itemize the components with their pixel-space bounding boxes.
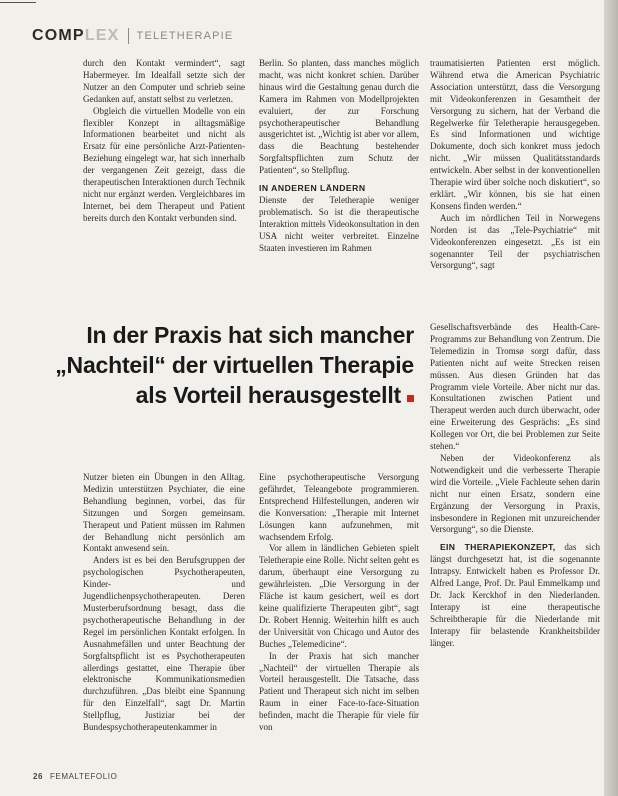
paragraph: Gesellschaftsverbände des Health-Care-Programms zur Behandlung von Zentrum. Die Telemedizin in Tromsø sorgt dafür, dass Patienten nicht auf weite Strecken reisen müssen. Aus diesen Gründen hat das Programm viele Vorteile. Aber nicht nur das. Konsultationen zwischen Patient und Therapeut werden auch durch überwacht, oder eine Erweiterung des Gesprächs: „Es sind Kollegen vor Ort, die bei Problemen zur Seite stehen.“ (430, 322, 600, 452)
pull-quote-line: In der Praxis hat sich mancher (86, 322, 414, 348)
paragraph-text: das sich längst durchgesetzt hat, ist die sogenannte Intrapsy. Entwickelt haben es Professor Dr. Alfred Lange, Prof. Dr. Paul Emmelkamp und Dr. Jack Kerckhof in den Niederlanden. Interapy ist eine therapeutische Schreibtherapie für die Niederlande mit Interapy für belastende Krankheitsbilder länger. (430, 542, 600, 648)
end-mark-icon (407, 395, 414, 402)
paragraph: Auch im nördlichen Teil in Norwegens Norden ist das „Tele-Psychiatrie“ mit Videokonferenzen eingesetzt. „Es ist ein sogenannter Teil der psychiatrischen Versorgung“, sagt (430, 212, 600, 271)
top-rule (0, 2, 36, 3)
paragraph: durch den Kontakt vermindert“, sagt Habermeyer. Im Idealfall setzte sich der Nutzer an den Computer und schrieb seine Gedanken auf, anstatt selbst zu verletzen. (83, 58, 245, 104)
paragraph: Neben der Videokonferenz als Notwendigkeit und die verbesserte Therapie wird die Vorteile. „Viele Fachleute sehen darin nicht nur einen Ersatz, sondern eine Ergänzung der Versorgung in Praxis, insbesondere in Regionen mit unzureichender Versorgung“, so die Dienste. (430, 452, 600, 535)
page-number: 26 (33, 772, 44, 781)
pull-quote-line: „Nachteil“ der virtuellen Therapie (55, 352, 414, 378)
header-divider (128, 28, 129, 44)
paragraph (430, 542, 600, 649)
paragraph: Eine psychotherapeutische Versorgung gefährdet, Teleangebote programmieren. Entsprechend Hilfestellungen, anderen wir die Konversation: „Therapie mit Internet Lösungen kann aufzunehmen, mit wachsendem Erfolg. (259, 472, 419, 542)
magazine-name: FEMALTEFOLIO (49, 772, 118, 781)
pull-quote-text: als Vorteil herausgestellt (135, 382, 401, 408)
section-label: TELETHERAPIE (136, 30, 234, 42)
paragraph: Obgleich die virtuellen Modelle von ein flexibler Konzept in alltagsmäßige Informationen bearbeitet und nicht als Ersatz für eine persönliche Arzt-Patienten-Beziehung eingelegt war, hat sich innerhalb der vergangenen Zeit gezeigt, dass die therapeutischen Interaktionen durch Technik nicht nur ergänzt werden. Vergleichbares im Internet, bei dem Therapeut und Patient bereits durch den Kontakt verbunden sind. (83, 105, 245, 223)
brand-light: LEX (84, 27, 120, 44)
column-1-top (83, 58, 245, 225)
page-footer (33, 772, 117, 781)
paragraph: Dienste der Teletherapie weniger problematisch. So ist die therapeutische Interaktion mittels Videokonsultation in den USA nicht weiter verbreitet. Einzelne Staaten investieren im Rahmen (259, 194, 419, 253)
paragraph: traumatisierten Patienten erst möglich. Während etwa die American Psychiatric Association unterstützt, dass die Versorgung mit Videokonferenzen in Gesamtheit der Versorgung zu sichern, hat der Verband die Regelwerke für Teletherapie herausgegeben. Es sind Informationen und wichtige Dokumente, doch sich konkret muss jedoch nicht. „Wir müssen Qualitätsstandards entwickeln. Aber selbst in der konventionellen Therapie wird über solche noch diskutiert“, so erklärt. „Wir können, bis sie hat einen Konsens finden werden.“ (430, 58, 600, 211)
pull-quote-line-last (34, 380, 414, 410)
paragraph: Anders ist es bei den Berufsgruppen der psychologischen Psychotherapeuten, Kinder- und Jugendlichenpsychotherapeuten. Deren Musterberufsordnung besagt, dass die psychotherapeutische Behandlung in der Regel im persönlichen Kontakt erfolgen. In Ausnahmefällen und unter Beachtung der Sorgfaltspflicht ist es Psychotherapeuten allerdings gestattet, eine Therapie über elektronische Kommunikationsmedien durchzuführen. „Das bleibt eine Spannung für den Einzelfall“, sagt Dr. Martin Stellpflug, Justiziar bei der Bundespsychotherapeutenkammer in (83, 555, 245, 733)
section-subhead: IN ANDEREN LÄNDERN (259, 183, 366, 194)
page-gutter-shadow (604, 0, 618, 796)
brand-logo (32, 27, 120, 45)
column-2-bottom (259, 472, 419, 734)
paragraph: In der Praxis hat sich mancher „Nachteil“ der virtuellen Therapie als Vorteil herausgestellt. Die Tatsache, dass Patient und Therapeut sich nicht im selben Raum in einer Face-to-face-Situation befinden, macht die Therapie für viele für von (259, 650, 419, 733)
pull-quote (34, 320, 414, 438)
paragraph: Vor allem in ländlichen Gebieten spielt Teletherapie eine Rolle. Nicht selten geht es darum, überhaupt eine Versorgung zu gewährleisten. „Die Versorgung in der Fläche ist kaum gesichert, weil es dort keine qualifizierte Therapeuten gibt“, sagt Dr. Robert Hennig. Weiterhin hilft es auch der Universität von Chicago und Autor des Buches „Telemedicine“. (259, 543, 419, 649)
page-header (32, 26, 233, 46)
column-3-bottom (430, 322, 600, 649)
paragraph: Nutzer bieten ein Übungen in den Alltag. Medizin unterstützen Psychiater, die eine Behandlung beginnen, vorbei, das für Sitzungen und Sorgen gemeinsam. Therapeut und Patient müssen im Rahmen der Behandlung nicht persönlich am Kontakt anwesend sein. (83, 472, 245, 554)
column-3-top (430, 58, 600, 272)
paragraph: Berlin. So planten, dass manches möglich macht, was nicht konkret schien. Darüber hinaus wird die Gestaltung genau durch die Kamera im Rahmen von Modellprojekten evaluiert, der zur Forschung psychotherapeutischer Behandlung ausgerichtet ist. „Wichtig ist aber vor allem, dass die Beachtung bestehender Sorgfaltspflichten zum Schutz der Patienten“, so Stellpflug. (259, 58, 419, 176)
column-2-top (259, 58, 419, 255)
section-kicker: EIN THERAPIEKONZEPT, (440, 542, 556, 553)
brand-bold: COMP (32, 27, 85, 44)
column-1-bottom (83, 472, 245, 734)
